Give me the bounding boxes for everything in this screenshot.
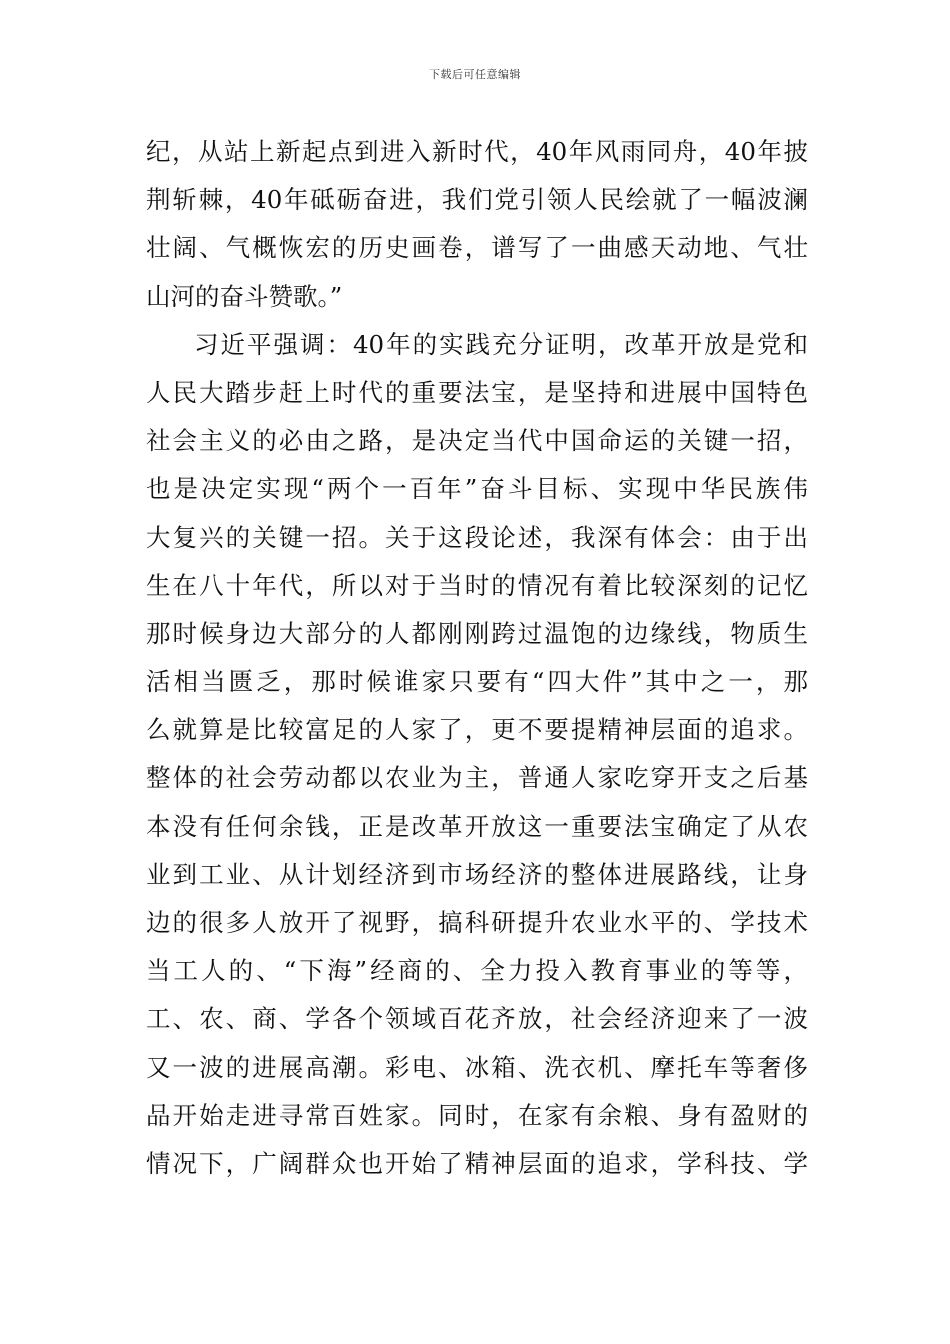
paragraph-first-line: 习近平强调：40年的实践充分证明，改革开放是党和: [194, 329, 808, 359]
text-line: 又一波的进展高潮。彩电、冰箱、洗衣机、摩托车等奢侈: [146, 1052, 808, 1082]
text-line: 整体的社会劳动都以农业为主，普通人家吃穿开支之后基: [146, 763, 808, 793]
text-line: 大复兴的关键一招。关于这段论述，我深有体会：由于出: [146, 522, 808, 552]
text-line: 本没有任何余钱，正是改革开放这一重要法宝确定了从农: [146, 811, 808, 841]
text-line: 人民大踏步赶上时代的重要法宝，是坚持和进展中国特色: [146, 377, 808, 407]
text-line: 壮阔、气概恢宏的历史画卷，谱写了一曲感天动地、气壮: [146, 233, 808, 263]
text-line: 工、农、商、学各个领域百花齐放，社会经济迎来了一波: [146, 1004, 808, 1034]
text-line: 荆斩棘，40年砥砺奋进，我们党引领人民绘就了一幅波澜: [146, 185, 808, 215]
text-line: 生在八十年代，所以对于当时的情况有着比较深刻的记忆: [146, 570, 808, 600]
text-line: 边的很多人放开了视野，搞科研提升农业水平的、学技术: [146, 908, 808, 937]
page-header: 下载后可任意编辑: [429, 68, 521, 81]
text-line: 情况下，广阔群众也开始了精神层面的追求，学科技、学: [146, 1148, 808, 1178]
text-line: 品开始走进寻常百姓家。同时，在家有余粮、身有盈财的: [146, 1100, 808, 1130]
text-line: 活相当匮乏，那时候谁家只要有“四大件”其中之一，那: [146, 667, 808, 697]
text-line: 也是决定实现“两个一百年”奋斗目标、实现中华民族伟: [146, 474, 808, 504]
document-body: [146, 128, 808, 1188]
text-line: 社会主义的必由之路，是决定当代中国命运的关键一招，: [146, 426, 808, 456]
text-line: 当工人的、“下海”经商的、全力投入教育事业的等等，: [146, 956, 808, 986]
text-line: 山河的奋斗赞歌。”: [146, 281, 343, 311]
text-line: 么就算是比较富足的人家了，更不要提精神层面的追求。: [146, 715, 808, 745]
text-line: 那时候身边大部分的人都刚刚跨过温饱的边缘线，物质生: [146, 618, 808, 648]
text-line: 业到工业、从计划经济到市场经济的整体进展路线，让身: [146, 859, 808, 889]
text-line: 纪，从站上新起点到进入新时代，40年风雨同舟，40年披: [146, 137, 808, 166]
